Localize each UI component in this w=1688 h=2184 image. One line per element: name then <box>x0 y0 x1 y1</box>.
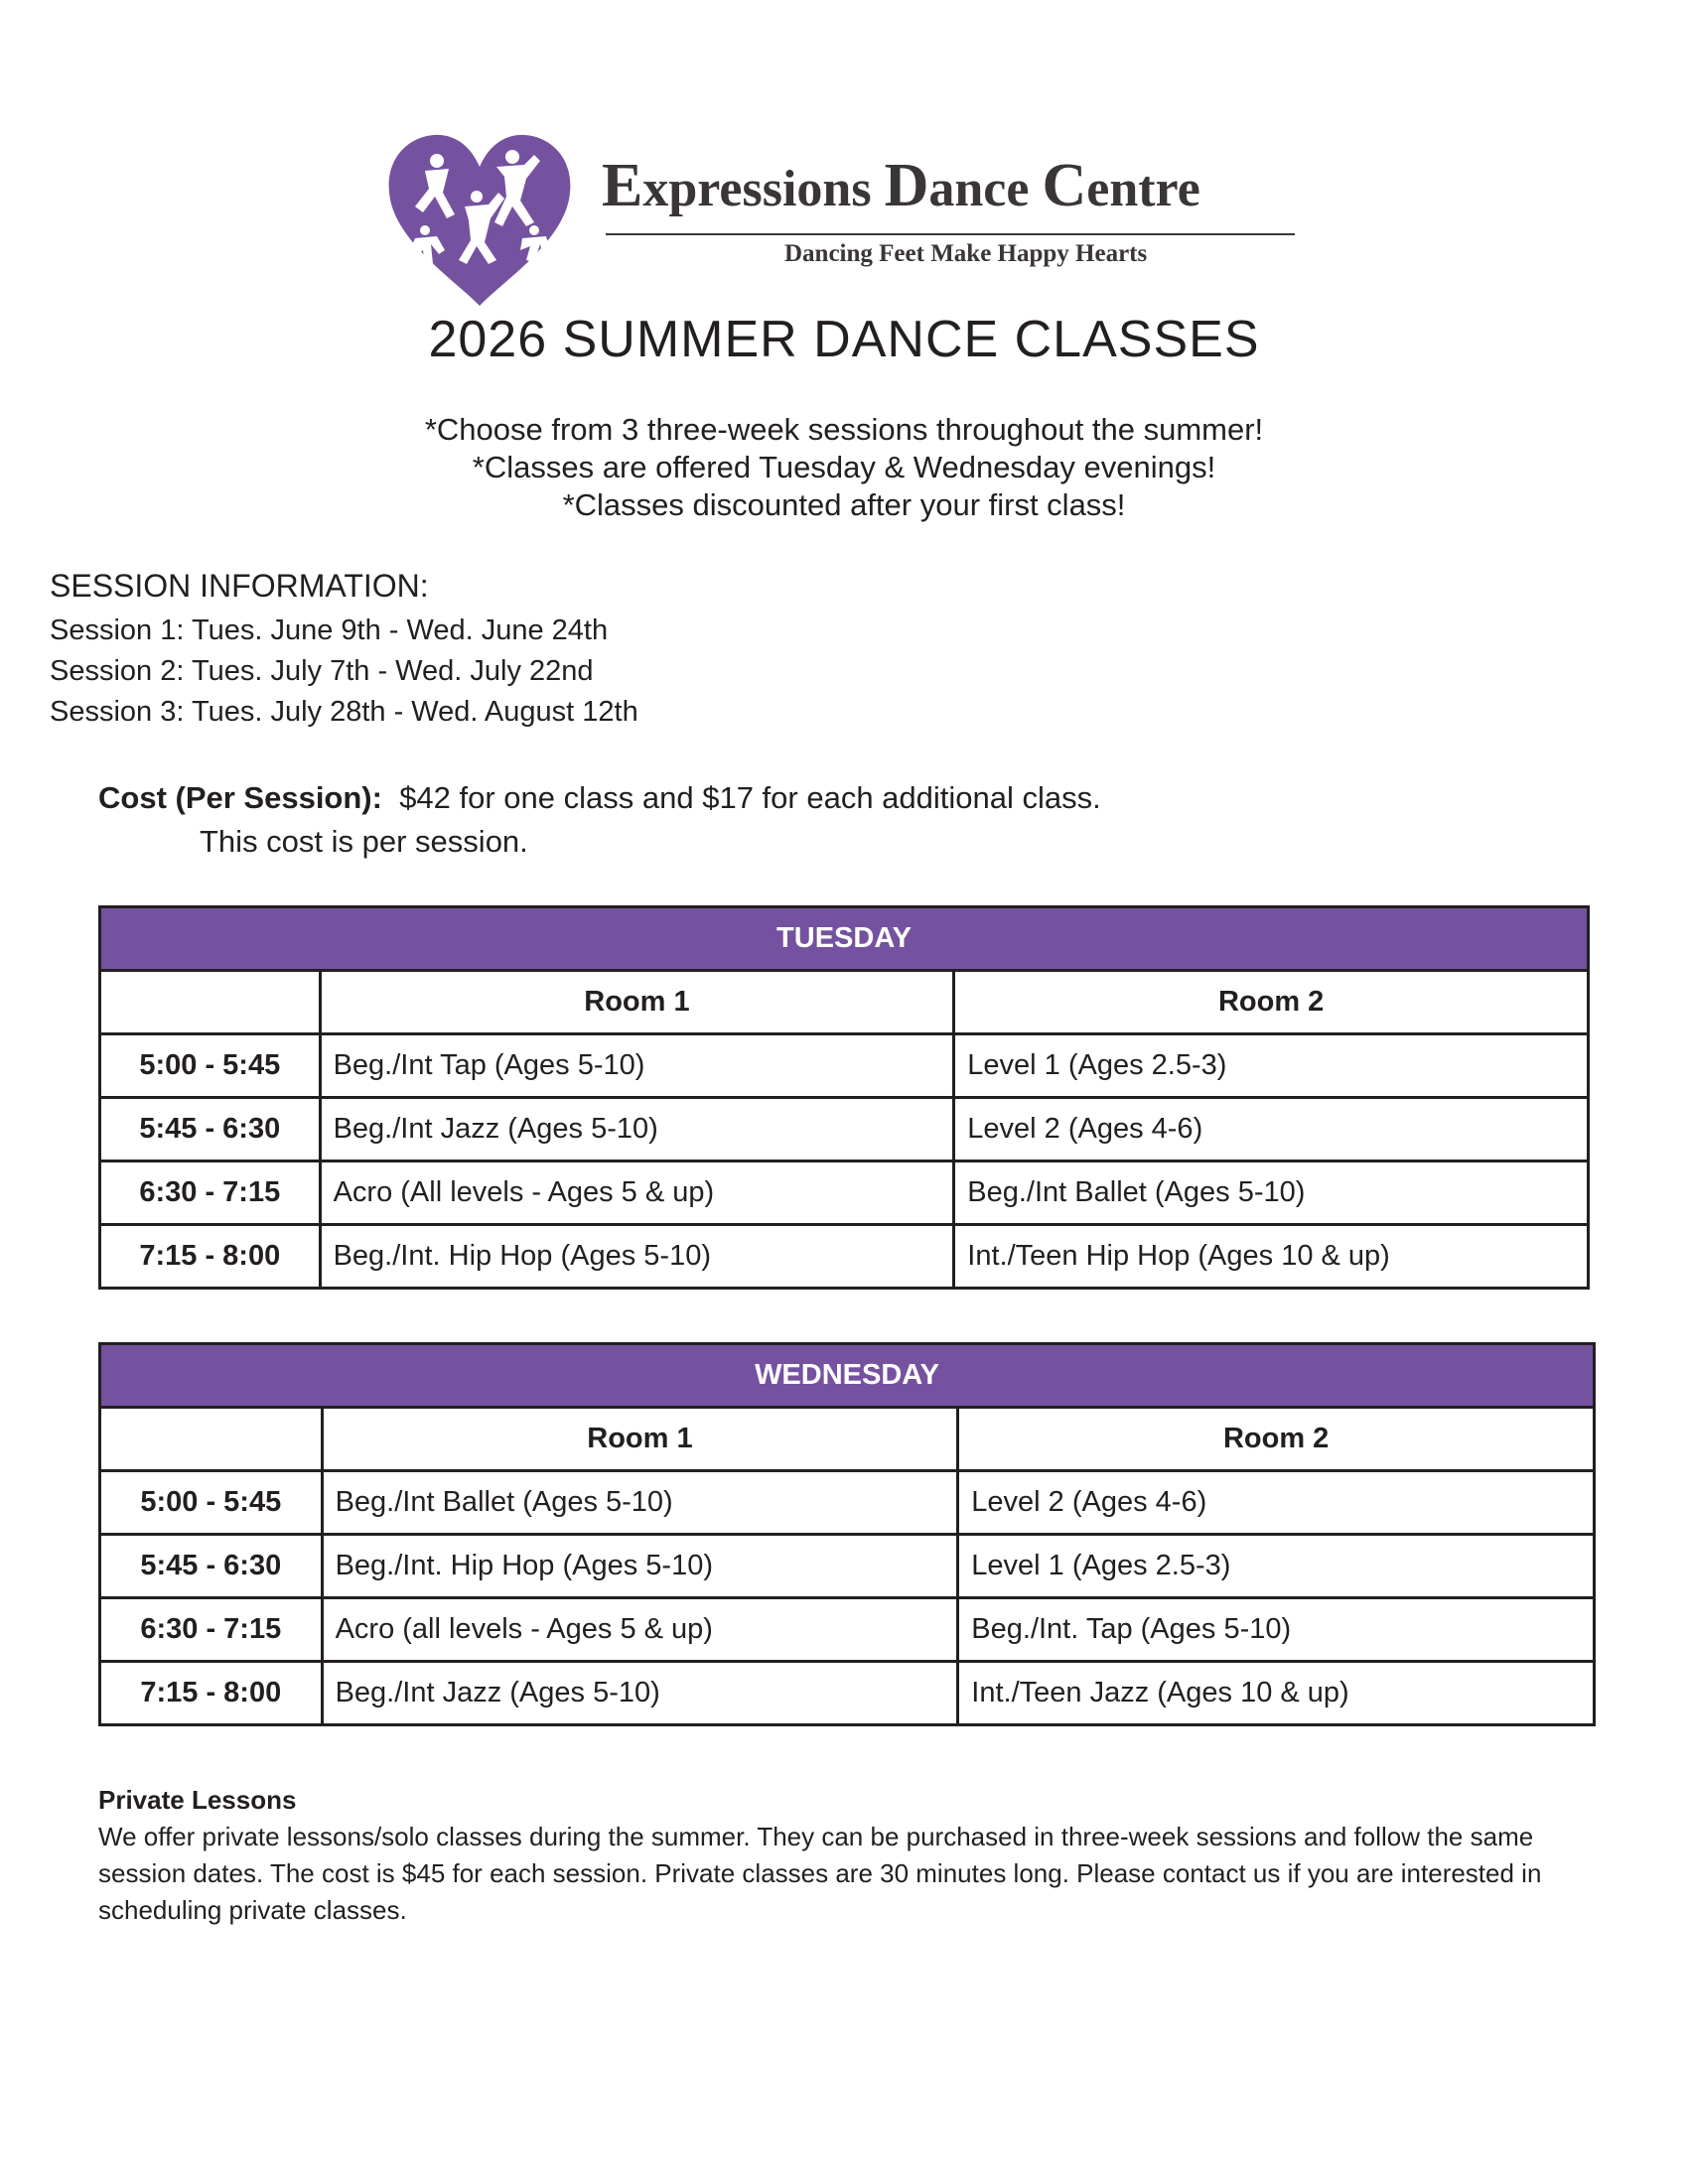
session-heading: SESSION INFORMATION: <box>50 568 429 604</box>
intro-text <box>0 411 1688 524</box>
room-1-class: Beg./Int Jazz (Ages 5-10) <box>322 1662 958 1725</box>
time-cell: 5:45 - 6:30 <box>100 1535 323 1598</box>
time-cell: 7:15 - 8:00 <box>100 1662 323 1725</box>
wednesday-schedule-table <box>98 1342 1596 1726</box>
room-2-class: Int./Teen Hip Hop (Ages 10 & up) <box>954 1225 1589 1289</box>
wednesday-heading: WEDNESDAY <box>100 1344 1595 1408</box>
time-cell: 6:30 - 7:15 <box>100 1598 323 1662</box>
logo-rule <box>606 233 1295 235</box>
room-1-header: Room 1 <box>320 971 954 1034</box>
cost-text: $42 for one class and $17 for each additional class. <box>399 780 1101 815</box>
dancers-heart-icon <box>385 131 574 308</box>
room-1-header: Room 1 <box>322 1408 958 1471</box>
logo <box>385 131 1295 308</box>
room-2-header: Room 2 <box>954 971 1589 1034</box>
cost-label: Cost (Per Session): <box>98 780 382 815</box>
session-line: Session 3: Tues. July 28th - Wed. August 12th <box>50 696 638 728</box>
time-cell: 5:45 - 6:30 <box>100 1098 321 1161</box>
room-2-class: Level 2 (Ages 4-6) <box>954 1098 1589 1161</box>
room-1-class: Beg./Int Tap (Ages 5-10) <box>320 1034 954 1098</box>
time-cell: 6:30 - 7:15 <box>100 1161 321 1225</box>
table-row <box>100 1662 1595 1725</box>
session-line: Session 2: Tues. July 7th - Wed. July 22nd <box>50 655 594 687</box>
table-row <box>100 1598 1595 1662</box>
intro-line: *Classes are offered Tuesday & Wednesday evenings! <box>472 450 1216 484</box>
table-row <box>100 1225 1589 1289</box>
table-row <box>100 1034 1589 1098</box>
table-row <box>100 1535 1595 1598</box>
private-lessons-title: Private Lessons <box>98 1785 297 1815</box>
private-lessons <box>98 1782 1598 1929</box>
room-2-class: Beg./Int. Tap (Ages 5-10) <box>958 1598 1595 1662</box>
tuesday-heading: TUESDAY <box>100 907 1589 971</box>
room-1-class: Beg./Int Ballet (Ages 5-10) <box>322 1471 958 1535</box>
cost-note: This cost is per session. <box>200 824 528 859</box>
empty-header-cell <box>100 971 321 1034</box>
table-row <box>100 1161 1589 1225</box>
room-1-class: Beg./Int Jazz (Ages 5-10) <box>320 1098 954 1161</box>
brand-name: Expressions Dance Centre <box>602 152 1200 219</box>
room-2-class: Level 1 (Ages 2.5-3) <box>954 1034 1589 1098</box>
tuesday-schedule-table <box>98 905 1590 1290</box>
cost-info <box>98 776 1101 864</box>
empty-header-cell <box>100 1408 323 1471</box>
table-row <box>100 1471 1595 1535</box>
room-1-class: Acro (All levels - Ages 5 & up) <box>320 1161 954 1225</box>
room-1-class: Beg./Int. Hip Hop (Ages 5-10) <box>320 1225 954 1289</box>
tagline: Dancing Feet Make Happy Hearts <box>784 240 1148 267</box>
page-title: 2026 SUMMER DANCE CLASSES <box>428 311 1260 368</box>
room-2-class: Level 2 (Ages 4-6) <box>958 1471 1595 1535</box>
time-cell: 5:00 - 5:45 <box>100 1034 321 1098</box>
private-lessons-body: We offer private lessons/solo classes during the summer. They can be purchased in three-week sessions and follow the same session dates. The cost is $45 for each session. Private classes are 30 minutes long. Please contact us if you are interested in scheduling private classes. <box>98 1822 1542 1925</box>
intro-line: *Classes discounted after your first class! <box>562 487 1126 522</box>
room-1-class: Acro (all levels - Ages 5 & up) <box>322 1598 958 1662</box>
room-2-class: Level 1 (Ages 2.5-3) <box>958 1535 1595 1598</box>
room-1-class: Beg./Int. Hip Hop (Ages 5-10) <box>322 1535 958 1598</box>
session-line: Session 1: Tues. June 9th - Wed. June 24th <box>50 614 609 646</box>
room-2-class: Int./Teen Jazz (Ages 10 & up) <box>958 1662 1595 1725</box>
room-2-header: Room 2 <box>958 1408 1595 1471</box>
intro-line: *Choose from 3 three-week sessions throughout the summer! <box>424 412 1264 447</box>
room-2-class: Beg./Int Ballet (Ages 5-10) <box>954 1161 1589 1225</box>
time-cell: 7:15 - 8:00 <box>100 1225 321 1289</box>
time-cell: 5:00 - 5:45 <box>100 1471 323 1535</box>
table-row <box>100 1098 1589 1161</box>
session-info <box>50 568 638 733</box>
